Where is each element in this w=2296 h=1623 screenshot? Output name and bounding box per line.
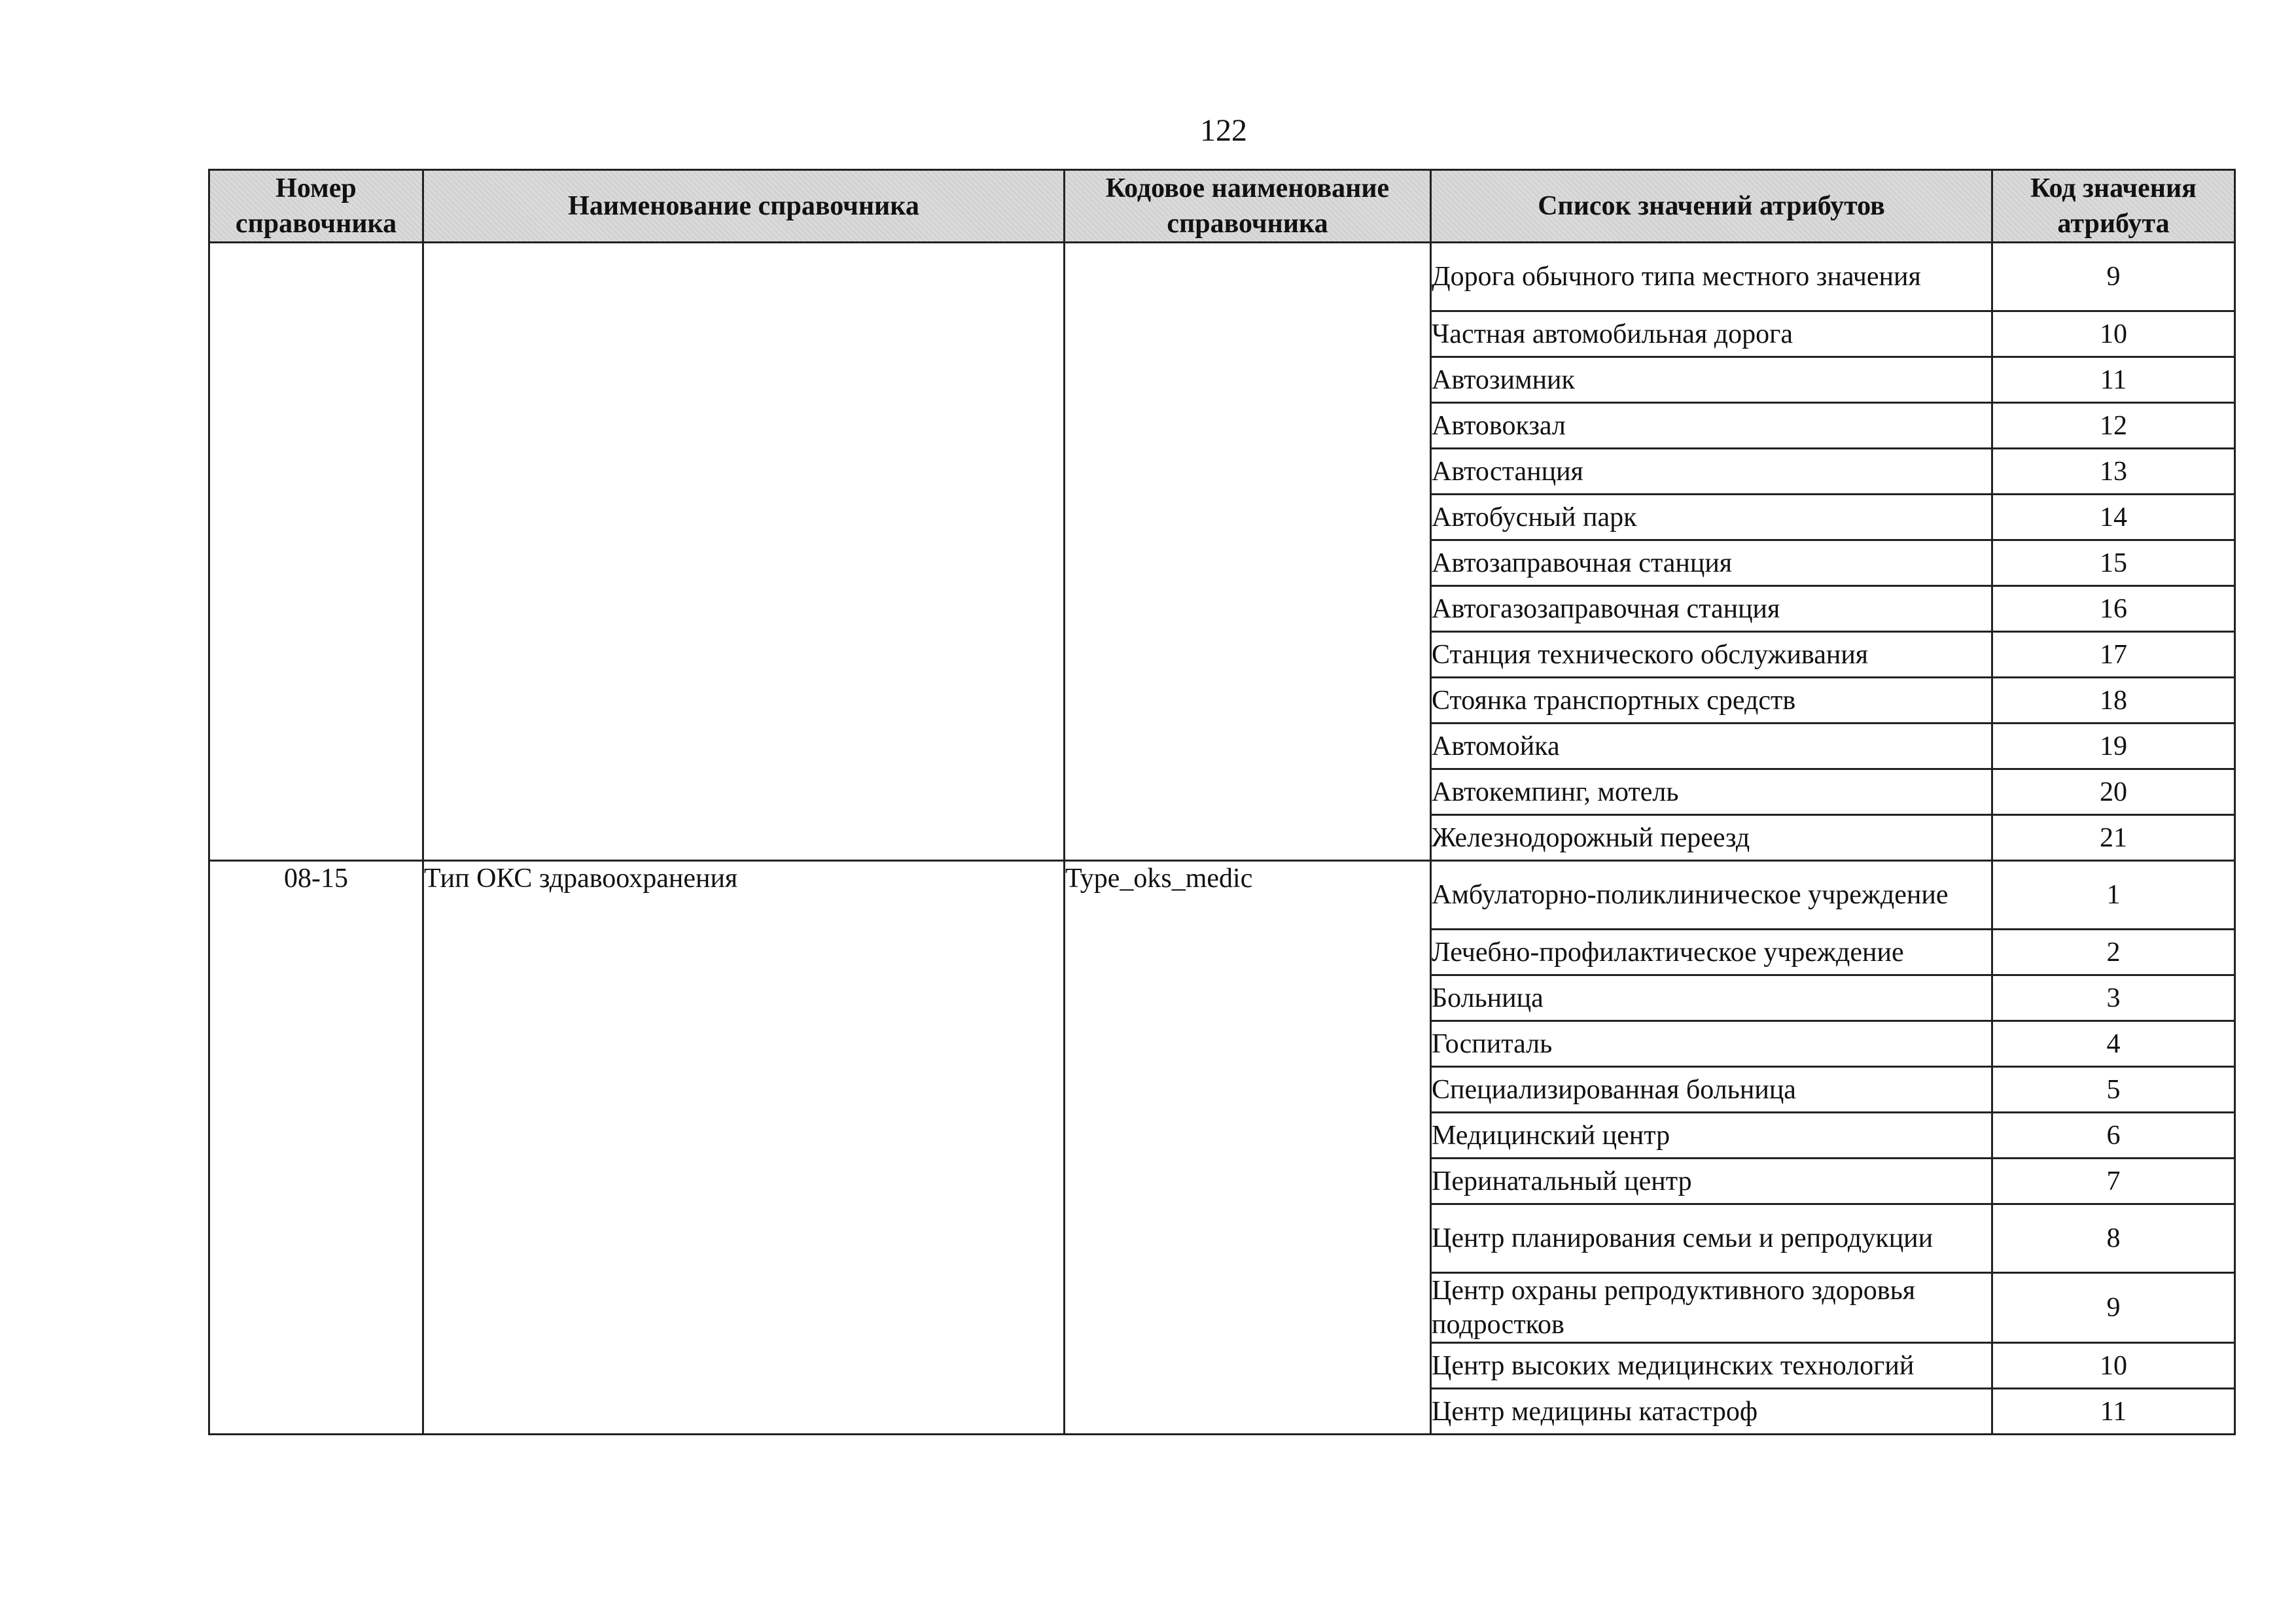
directory-codename-cell	[1065, 243, 1431, 861]
attribute-code-cell: 11	[1992, 357, 2235, 403]
attribute-value-cell: Дорога обычного типа местного значения	[1431, 243, 1992, 311]
directory-codename-cell: Type_oks_medic	[1065, 861, 1431, 1435]
attribute-value-cell: Автостанция	[1431, 449, 1992, 495]
table-row	[209, 243, 2235, 311]
attribute-code-cell: 10	[1992, 1343, 2235, 1389]
attribute-code-cell: 21	[1992, 815, 2235, 861]
attribute-value-cell: Автовокзал	[1431, 403, 1992, 449]
attribute-code-cell: 1	[1992, 861, 2235, 930]
attribute-value-cell: Стоянка транспортных средств	[1431, 678, 1992, 724]
attribute-value-cell: Медицинский центр	[1431, 1113, 1992, 1159]
header-values: Список значений атрибутов	[1431, 170, 1992, 243]
attribute-code-cell: 4	[1992, 1021, 2235, 1067]
attribute-value-cell: Специализированная больница	[1431, 1067, 1992, 1113]
attribute-code-cell: 11	[1992, 1389, 2235, 1435]
attribute-code-cell: 17	[1992, 632, 2235, 678]
attribute-value-cell: Железнодорожный переезд	[1431, 815, 1992, 861]
attribute-value-cell: Частная автомобильная дорога	[1431, 311, 1992, 357]
attribute-value-cell: Больница	[1431, 975, 1992, 1021]
header-name: Наименование справочника	[423, 170, 1065, 243]
attribute-value-cell: Автозимник	[1431, 357, 1992, 403]
attribute-code-cell: 15	[1992, 540, 2235, 586]
attribute-code-cell: 18	[1992, 678, 2235, 724]
reference-table	[208, 169, 2236, 1435]
attribute-value-cell: Автозаправочная станция	[1431, 540, 1992, 586]
attribute-value-cell: Автомойка	[1431, 724, 1992, 769]
attribute-code-cell: 14	[1992, 495, 2235, 540]
page-number: 122	[1200, 113, 1247, 148]
attribute-value-cell: Лечебно-профилактическое учреждение	[1431, 930, 1992, 975]
attribute-value-cell: Амбулаторно-поликлиническое учреждение	[1431, 861, 1992, 930]
attribute-value-cell: Автокемпинг, мотель	[1431, 769, 1992, 815]
table-header	[209, 170, 2235, 243]
attribute-value-cell: Центр охраны репродуктивного здоровья подростков	[1431, 1273, 1992, 1343]
attribute-value-cell: Центр планирования семьи и репродукции	[1431, 1204, 1992, 1273]
header-number: Номер справочника	[209, 170, 423, 243]
attribute-code-cell: 20	[1992, 769, 2235, 815]
attribute-value-cell: Центр высоких медицинских технологий	[1431, 1343, 1992, 1389]
directory-number-cell: 08-15	[209, 861, 423, 1435]
attribute-value-cell: Автобусный парк	[1431, 495, 1992, 540]
attribute-code-cell: 6	[1992, 1113, 2235, 1159]
attribute-code-cell: 3	[1992, 975, 2235, 1021]
attribute-code-cell: 12	[1992, 403, 2235, 449]
attribute-code-cell: 16	[1992, 586, 2235, 632]
directory-name-cell	[423, 243, 1065, 861]
attribute-code-cell: 8	[1992, 1204, 2235, 1273]
attribute-value-cell: Станция технического обслуживания	[1431, 632, 1992, 678]
attribute-code-cell: 7	[1992, 1159, 2235, 1204]
attribute-code-cell: 9	[1992, 243, 2235, 311]
directory-name-cell: Тип ОКС здравоохранения	[423, 861, 1065, 1435]
header-code: Код значения атрибута	[1992, 170, 2235, 243]
attribute-value-cell: Центр медицины катастроф	[1431, 1389, 1992, 1435]
attribute-value-cell: Госпиталь	[1431, 1021, 1992, 1067]
table-row	[209, 861, 2235, 930]
attribute-code-cell: 19	[1992, 724, 2235, 769]
directory-number-cell	[209, 243, 423, 861]
table-body	[209, 243, 2235, 1435]
attribute-code-cell: 2	[1992, 930, 2235, 975]
attribute-value-cell: Автогазозаправочная станция	[1431, 586, 1992, 632]
attribute-code-cell: 13	[1992, 449, 2235, 495]
attribute-code-cell: 5	[1992, 1067, 2235, 1113]
attribute-code-cell: 10	[1992, 311, 2235, 357]
attribute-code-cell: 9	[1992, 1273, 2235, 1343]
attribute-value-cell: Перинатальный центр	[1431, 1159, 1992, 1204]
header-codename: Кодовое наименование справочника	[1065, 170, 1431, 243]
header-row	[209, 170, 2235, 243]
